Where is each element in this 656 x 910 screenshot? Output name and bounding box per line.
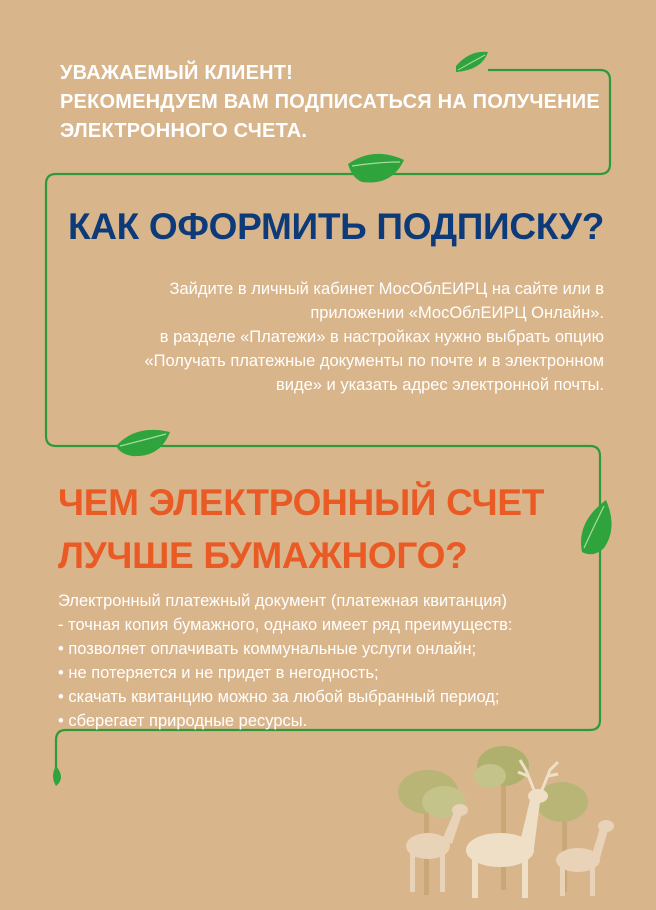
- list-item: • сберегает природные ресурсы.: [58, 712, 308, 730]
- tree-icon: [474, 746, 529, 890]
- leaf-icon: [53, 766, 61, 786]
- why-heading: [58, 476, 578, 582]
- leaf-icon: [348, 154, 404, 183]
- heading-line: ЛУЧШЕ БУМАЖНОГО?: [58, 535, 468, 576]
- why-paragraph: [58, 589, 578, 733]
- paragraph-line: приложении «МосОблЕИРЦ Онлайн».: [310, 304, 604, 322]
- intro-line: УВАЖАЕМЫЙ КЛИЕНТ!: [60, 62, 294, 84]
- paragraph-line: «Получать платежные документы по почте и в электронном: [144, 352, 604, 370]
- how-heading: КАК ОФОРМИТЬ ПОДПИСКУ?: [67, 206, 604, 247]
- paragraph-line: - точная копия бумажного, однако имеет ряд преимуществ:: [58, 616, 513, 634]
- paragraph-line: Электронный платежный документ (платежная квитанция): [58, 592, 507, 610]
- intro-line: ЭЛЕКТРОННОГО СЧЕТА.: [60, 120, 308, 142]
- list-item: • не потеряется и не придет в негодность;: [58, 664, 379, 682]
- leaf-icon: [581, 500, 612, 554]
- list-item: • скачать квитанцию можно за любой выбранный период;: [58, 688, 500, 706]
- intro-line: РЕКОМЕНДУЕМ ВАМ ПОДПИСАТЬСЯ НА ПОЛУЧЕНИЕ: [60, 91, 600, 113]
- paragraph-line: виде» и указать адрес электронной почты.: [275, 376, 604, 394]
- deer-icon: [406, 804, 468, 892]
- how-paragraph: [64, 277, 604, 397]
- list-item: • позволяет оплачивать коммунальные услуги онлайн;: [58, 640, 477, 658]
- intro-text: [60, 59, 620, 146]
- heading-line: ЧЕМ ЭЛЕКТРОННЫЙ СЧЕТ: [58, 482, 545, 523]
- leaf-icon: [116, 430, 170, 456]
- paragraph-line: в разделе «Платежи» в настройках нужно выбрать опцию: [159, 328, 604, 346]
- paragraph-line: Зайдите в личный кабинет МосОблЕИРЦ на сайте или в: [169, 280, 604, 298]
- deer-and-trees-illustration: [394, 740, 644, 900]
